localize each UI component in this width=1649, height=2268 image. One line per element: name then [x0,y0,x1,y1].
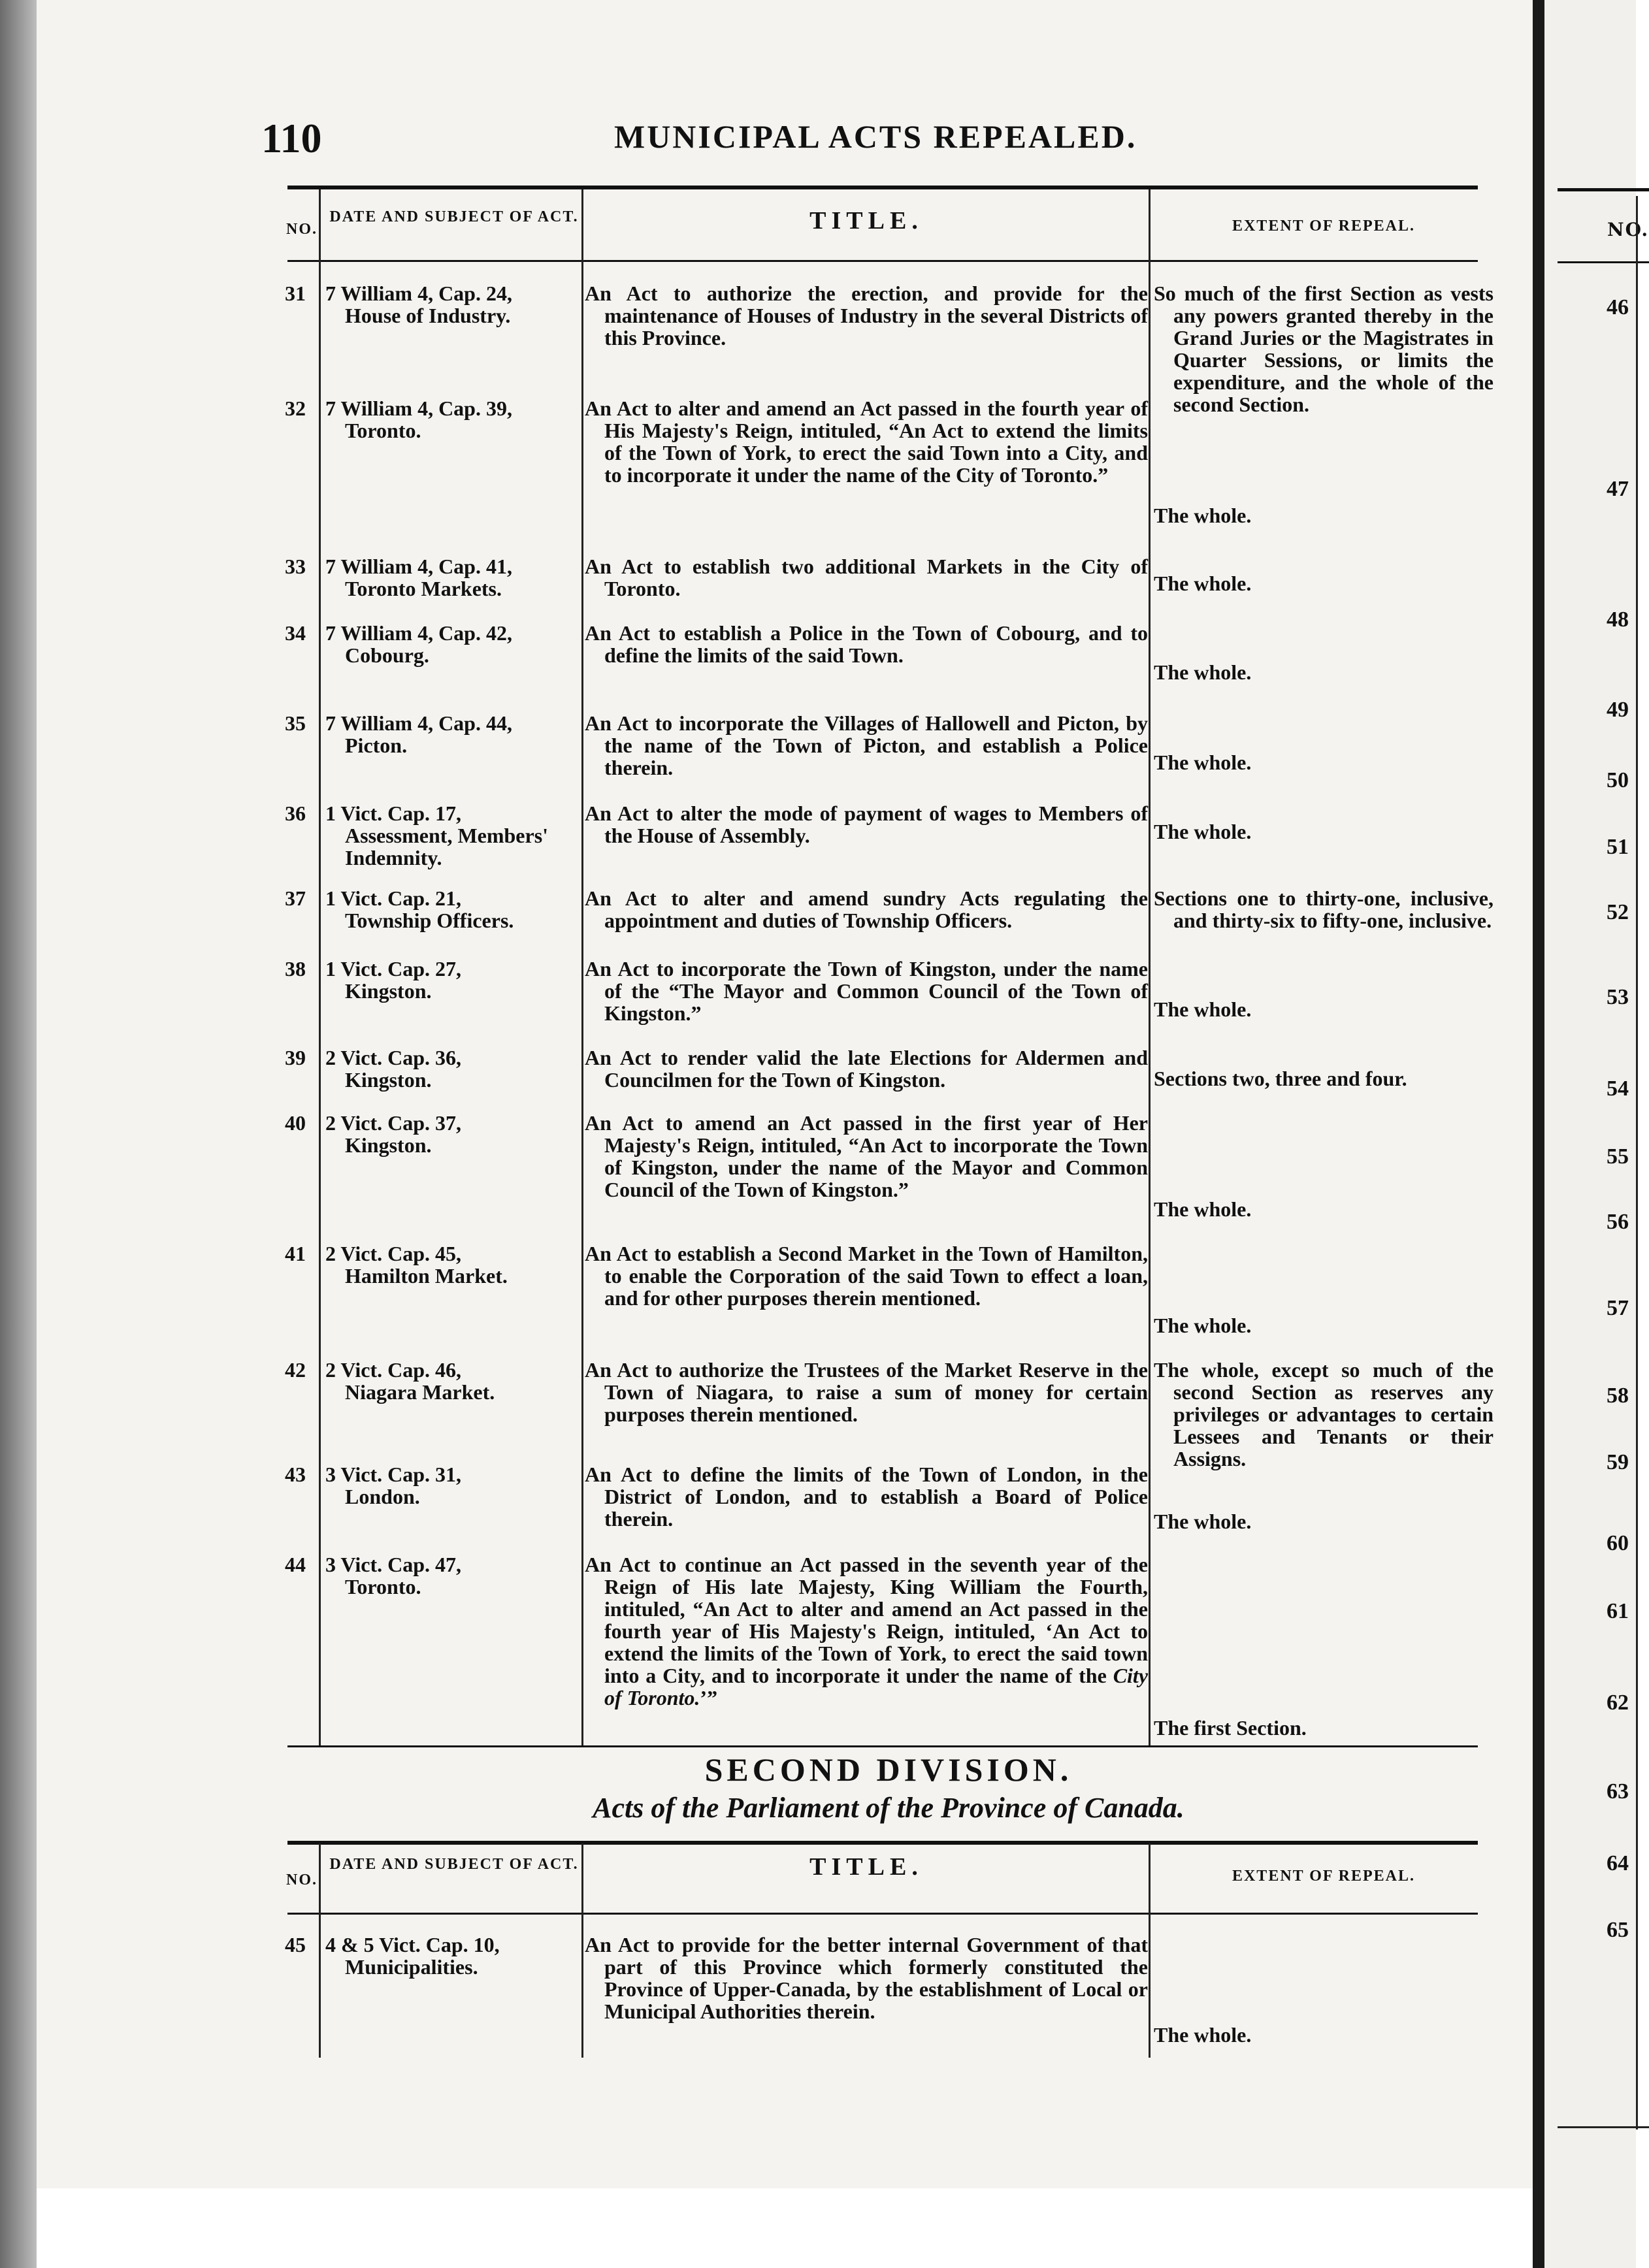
row-extent: The whole. [1154,751,1252,774]
row-title-italic: City of Toronto. [604,1664,1149,1709]
table2-top-rule [287,1841,1478,1845]
facing-page-row-number: 56 [1607,1210,1629,1234]
row-date: 1 Vict. Cap. 17, [325,802,461,825]
facing-page-row-number: 54 [1607,1077,1629,1101]
row-date: 2 Vict. Cap. 37, [325,1111,461,1135]
row-subject: London. [345,1485,420,1508]
row-subject: Assessment, Members' Indemnity. [345,824,549,869]
header-no: NO. [286,221,318,238]
row-subject: Kingston. [345,979,432,1003]
row-subject: Kingston. [345,1133,432,1157]
row-extent: Sections two, three and four. [1154,1067,1407,1090]
facing-page-header-rule [1558,261,1649,263]
row-title-text: An Act to alter and amend sundry Acts regulating the appointment and duties of Township Officers. [585,886,1148,932]
col2-rule-1 [319,1843,321,2058]
row-title [585,1934,1148,2022]
row-title [585,802,1148,847]
row-extent: The whole. [1154,1510,1252,1533]
facing-page-row-number: 63 [1607,1779,1629,1804]
row-title [585,1359,1148,1425]
row-number: 38 [285,957,306,980]
row-extent: The first Section. [1154,1716,1307,1740]
row-extent: Sections one to thirty-one, inclusive, and thirty-six to fifty-one, inclusive. [1154,886,1494,932]
row-number: 31 [285,282,306,305]
row-number: 44 [285,1553,306,1576]
row-subject: Cobourg. [345,643,429,667]
page-number: 110 [261,115,322,161]
row-extent: The whole. [1154,2023,1252,2047]
row-title-text: An Act to continue an Act passed in the seventh year of the Reign of His late Majesty, King William the Fourth, intituled, “An Act to alter and amend an Act passed in the fourth year of His Majesty's Reign, intituled, ‘An Act to extend the limits of the Town of York, to erect the said town into a City, and to incorporate it under the name of the [585,1553,1148,1687]
row-date-subject [325,1359,580,1403]
page-gutter [1533,0,1544,2268]
facing-page-edge [1544,0,1649,2268]
row-title-text: An Act to authorize the erection, and provide for the maintenance of Houses of Industry in the several Districts of this Province. [585,282,1148,349]
row-title-text: An Act to incorporate the Town of Kingston, under the name of the “The Mayor and Common Council of the Town of Kingston.” [585,957,1148,1025]
row-title-text: An Act to alter and amend an Act passed in the fourth year of His Majesty's Reign, intituled, “An Act to extend the limits of the Town of York, to erect the said Town into a City, and to incorporate it under the name of the City of Toronto.” [585,397,1148,487]
row-extent: The whole. [1154,504,1252,527]
facing-page-no-header: NO. [1607,219,1649,240]
row-subject: Picton. [345,734,408,757]
row-date: 3 Vict. Cap. 31, [325,1463,461,1486]
row-date-subject [325,622,580,666]
row-title [585,622,1148,666]
row-number: 36 [285,802,306,825]
row-title [585,958,1148,1024]
row-extent: The whole. [1154,660,1252,684]
row-date-subject [325,1046,580,1091]
row-number: 42 [285,1358,306,1382]
row-title-text: An Act to provide for the better internal Government of that part of this Province which formerly constituted the Province of Upper-Canada, by the establishment of Local or Municipal Authorities therein. [585,1933,1148,2023]
row-title-text: An Act to alter the mode of payment of wages to Members of the House of Assembly. [585,802,1148,847]
row-title [585,712,1148,779]
row-extent: The whole. [1154,1197,1252,1221]
row-title-text: An Act to define the limits of the Town of London, in the District of London, and to establish a Board of Police therein. [585,1463,1148,1531]
row-subject: Toronto Markets. [345,577,502,600]
facing-page-row-number: 50 [1607,768,1629,792]
row-subject: Hamilton Market. [345,1264,508,1288]
row-title [585,887,1148,932]
row-extent: The whole. [1154,572,1252,595]
facing-page-row-number: 48 [1607,608,1629,632]
facing-page-row-number: 52 [1607,900,1629,924]
row-date: 7 William 4, Cap. 42, [325,621,512,645]
row-title [585,1046,1148,1091]
row-subject: Municipalities. [345,1955,478,1979]
row-title [585,282,1148,349]
row-subject: Township Officers. [345,909,514,932]
row-date-subject [325,802,580,869]
row-date: 7 William 4, Cap. 41, [325,555,512,578]
row-number: 41 [285,1242,306,1265]
facing-page-row-number: 51 [1607,835,1629,859]
row-extent: The whole. [1154,997,1252,1021]
facing-page-row-number: 58 [1607,1384,1629,1408]
row-number: 37 [285,886,306,910]
col-rule-3 [1149,189,1151,1745]
facing-page-row-number: 57 [1607,1296,1629,1320]
row-title [585,1112,1148,1201]
row-extent: The whole. [1154,820,1252,843]
row-date: 7 William 4, Cap. 24, [325,282,512,305]
row-date-subject [325,712,580,756]
row-date: 1 Vict. Cap. 21, [325,886,461,910]
facing-page-row-number: 62 [1607,1691,1629,1715]
row-date-subject [325,1934,580,1978]
row-number: 39 [285,1046,306,1069]
row-title-text: An Act to establish two additional Markets in the City of Toronto. [585,555,1148,600]
facing-page-row-number: 64 [1607,1851,1629,1875]
row-title-text: An Act to incorporate the Villages of Hallowell and Picton, by the name of the Town of Picton, and establish a Police therein. [585,711,1148,779]
col-rule-1 [319,189,321,1745]
header2-date: DATE AND SUBJECT OF ACT. [329,1856,579,1873]
header-title: TITLE. [809,207,923,235]
row-date-subject [325,887,580,932]
row-number: 34 [285,621,306,645]
facing-page-bottom-rule [1558,2126,1649,2128]
row-date: 2 Vict. Cap. 45, [325,1242,461,1265]
row-date-subject [325,397,580,442]
col-rule-2 [581,189,583,1745]
row-title-end: ’” [700,1686,718,1709]
row-subject: House of Industry. [345,304,511,327]
row-subject: Kingston. [345,1068,432,1092]
row-number: 43 [285,1463,306,1486]
row-title-text: An Act to establish a Police in the Town of Cobourg, and to define the limits of the said Town. [585,621,1148,667]
row-title-text: An Act to establish a Second Market in the Town of Hamilton, to enable the Corporation of the said Town to effect a loan, and for other purposes therein mentioned. [585,1242,1148,1310]
header-bottom-rule [287,260,1478,262]
row-date-subject [325,282,580,327]
facing-page-row-number: 65 [1607,1918,1629,1942]
row-date: 7 William 4, Cap. 44, [325,711,512,735]
row-extent: The whole. [1154,1314,1252,1337]
facing-page-row-number: 60 [1607,1531,1629,1555]
row-subject: Toronto. [345,419,421,442]
col2-rule-2 [581,1843,583,2058]
header2-extent: EXTENT OF REPEAL. [1232,1868,1416,1885]
header2-no: NO. [286,1871,318,1888]
facing-page-row-number: 47 [1607,477,1629,501]
row-date-subject [325,555,580,600]
row-subject: Toronto. [345,1575,421,1598]
facing-page-row-number: 55 [1607,1144,1629,1169]
row-title [585,1242,1148,1309]
row-date-subject [325,1463,580,1508]
row-date: 7 William 4, Cap. 39, [325,397,512,420]
row-date: 4 & 5 Vict. Cap. 10, [325,1933,500,1956]
facing-page-row-number: 53 [1607,985,1629,1009]
facing-page-column-rule [1636,196,1638,2130]
row-date: 2 Vict. Cap. 36, [325,1046,461,1069]
facing-page-row-number: 49 [1607,698,1629,722]
row-number: 35 [285,711,306,735]
row-title-text: An Act to authorize the Trustees of the Market Reserve in the Town of Niagara, to raise a sum of money for certain purposes therein mentioned. [585,1358,1148,1426]
row-date-subject [325,1553,580,1598]
header-extent: EXTENT OF REPEAL. [1232,218,1416,235]
row-title [585,555,1148,600]
row-date: 3 Vict. Cap. 47, [325,1553,461,1576]
row-number: 40 [285,1111,306,1135]
row-title-text: An Act to amend an Act passed in the first year of Her Majesty's Reign, intituled, “An Act to incorporate the Town of Kingston, under the name of the Mayor and Common Council of the Town of Kingston.” [585,1111,1148,1201]
row-number: 45 [285,1933,306,1956]
first-division-bottom-rule [287,1745,1478,1747]
row-title [585,1553,1148,1709]
row-date-subject [325,1112,580,1156]
row-extent: So much of the first Section as vests any powers granted thereby in the Grand Juries or the Magistrates in Quarter Sessions, or limits the expenditure, and the whole of the second Section. [1154,282,1494,416]
second-division-heading: SECOND DIVISION. [704,1751,1073,1788]
row-title-text: An Act to render valid the late Elections for Aldermen and Councilmen for the Town of Kingston. [585,1046,1148,1092]
row-title [585,397,1148,486]
row-date: 2 Vict. Cap. 46, [325,1358,461,1382]
header2-title: TITLE. [809,1853,923,1881]
header2-bottom-rule [287,1913,1478,1915]
row-title [585,1463,1148,1530]
row-date-subject [325,958,580,1002]
header-date: DATE AND SUBJECT OF ACT. [329,208,579,225]
col2-rule-3 [1149,1843,1151,2058]
facing-page-row-number: 59 [1607,1450,1629,1474]
book-spine-shadow [0,0,37,2268]
row-extent: The whole, except so much of the second Section as reserves any privileges or advantages to certain Lessees and Tenants or their Assigns. [1154,1358,1494,1470]
row-number: 32 [285,397,306,420]
row-number: 33 [285,555,306,578]
facing-page-row-number: 46 [1607,295,1629,319]
facing-page-top-rule [1558,188,1649,191]
table-top-rule [287,186,1478,189]
facing-page-row-number: 61 [1607,1599,1629,1623]
row-date: 1 Vict. Cap. 27, [325,957,461,980]
second-division-subheading: Acts of the Parliament of the Province of Canada. [593,1792,1184,1824]
running-title: MUNICIPAL ACTS REPEALED. [614,118,1137,155]
row-date-subject [325,1242,580,1287]
row-subject: Niagara Market. [345,1380,495,1404]
